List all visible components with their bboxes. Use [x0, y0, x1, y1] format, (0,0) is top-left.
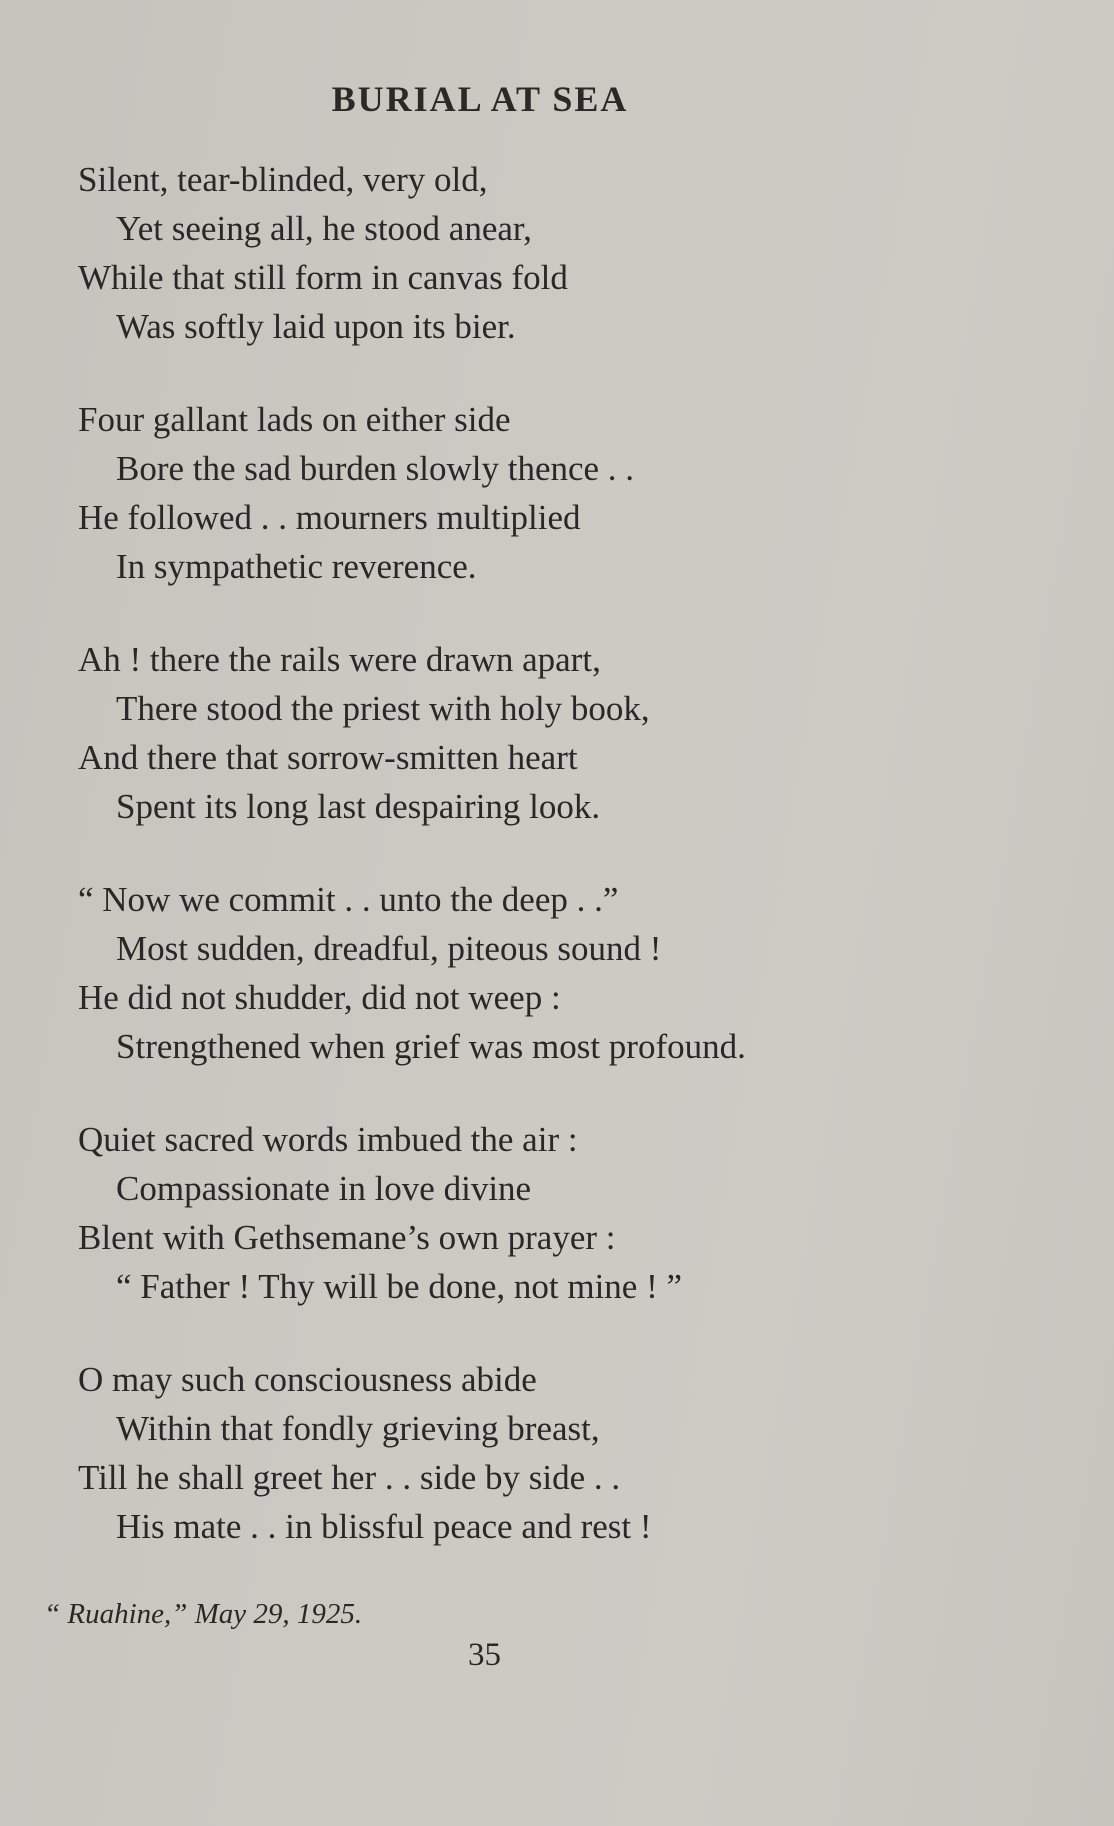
poem-line: His mate . . in blissful peace and rest !: [116, 1507, 652, 1546]
poem-line: Compassionate in love divine: [116, 1169, 532, 1208]
poem-line: Blent with Gethsemane’s own prayer :: [78, 1218, 616, 1257]
poem-line: Spent its long last despairing look.: [116, 787, 601, 826]
poem-line: Within that fondly grieving breast,: [116, 1409, 600, 1448]
poem-line: In sympathetic reverence.: [116, 547, 477, 586]
page-number: 35: [468, 1637, 501, 1673]
poem-line: Was softly laid upon its bier.: [116, 307, 516, 346]
date-note: “ Ruahine,” May 29, 1925.: [44, 1598, 363, 1630]
poem-line: While that still form in canvas fold: [78, 258, 568, 297]
poem-line: Quiet sacred words imbued the air :: [78, 1120, 578, 1159]
poem-line: “ Now we commit . . unto the deep . .”: [78, 880, 619, 919]
stanza-2: [78, 395, 1038, 591]
poem-line: Till he shall greet her . . side by side . .: [78, 1458, 621, 1497]
poem-line: O may such consciousness abide: [78, 1360, 537, 1399]
poem-line: “ Father ! Thy will be done, not mine ! ”: [116, 1267, 683, 1306]
stanza-4: [78, 875, 1038, 1071]
poem-line: Bore the sad burden slowly thence . .: [116, 449, 635, 488]
poem-line: Ah ! there the rails were drawn apart,: [78, 640, 601, 679]
poem-line: Most sudden, dreadful, piteous sound !: [116, 929, 662, 968]
poem-line: And there that sorrow-smitten heart: [78, 738, 578, 777]
poem-body: [78, 155, 1038, 1595]
stanza-3: [78, 635, 1038, 831]
stanza-6: [78, 1355, 1038, 1551]
poem-line: Silent, tear-blinded, very old,: [78, 160, 488, 199]
stanza-5: [78, 1115, 1038, 1311]
stanza-1: [78, 155, 1038, 351]
poem-title: BURIAL AT SEA: [331, 79, 629, 119]
poem-line: Yet seeing all, he stood anear,: [116, 209, 532, 248]
poem-line: He did not shudder, did not weep :: [78, 978, 561, 1017]
poem-line: There stood the priest with holy book,: [116, 689, 650, 728]
poem-line: Four gallant lads on either side: [78, 400, 511, 439]
poem-line: He followed . . mourners multiplied: [78, 498, 581, 537]
poem-line: Strengthened when grief was most profound.: [116, 1027, 746, 1066]
